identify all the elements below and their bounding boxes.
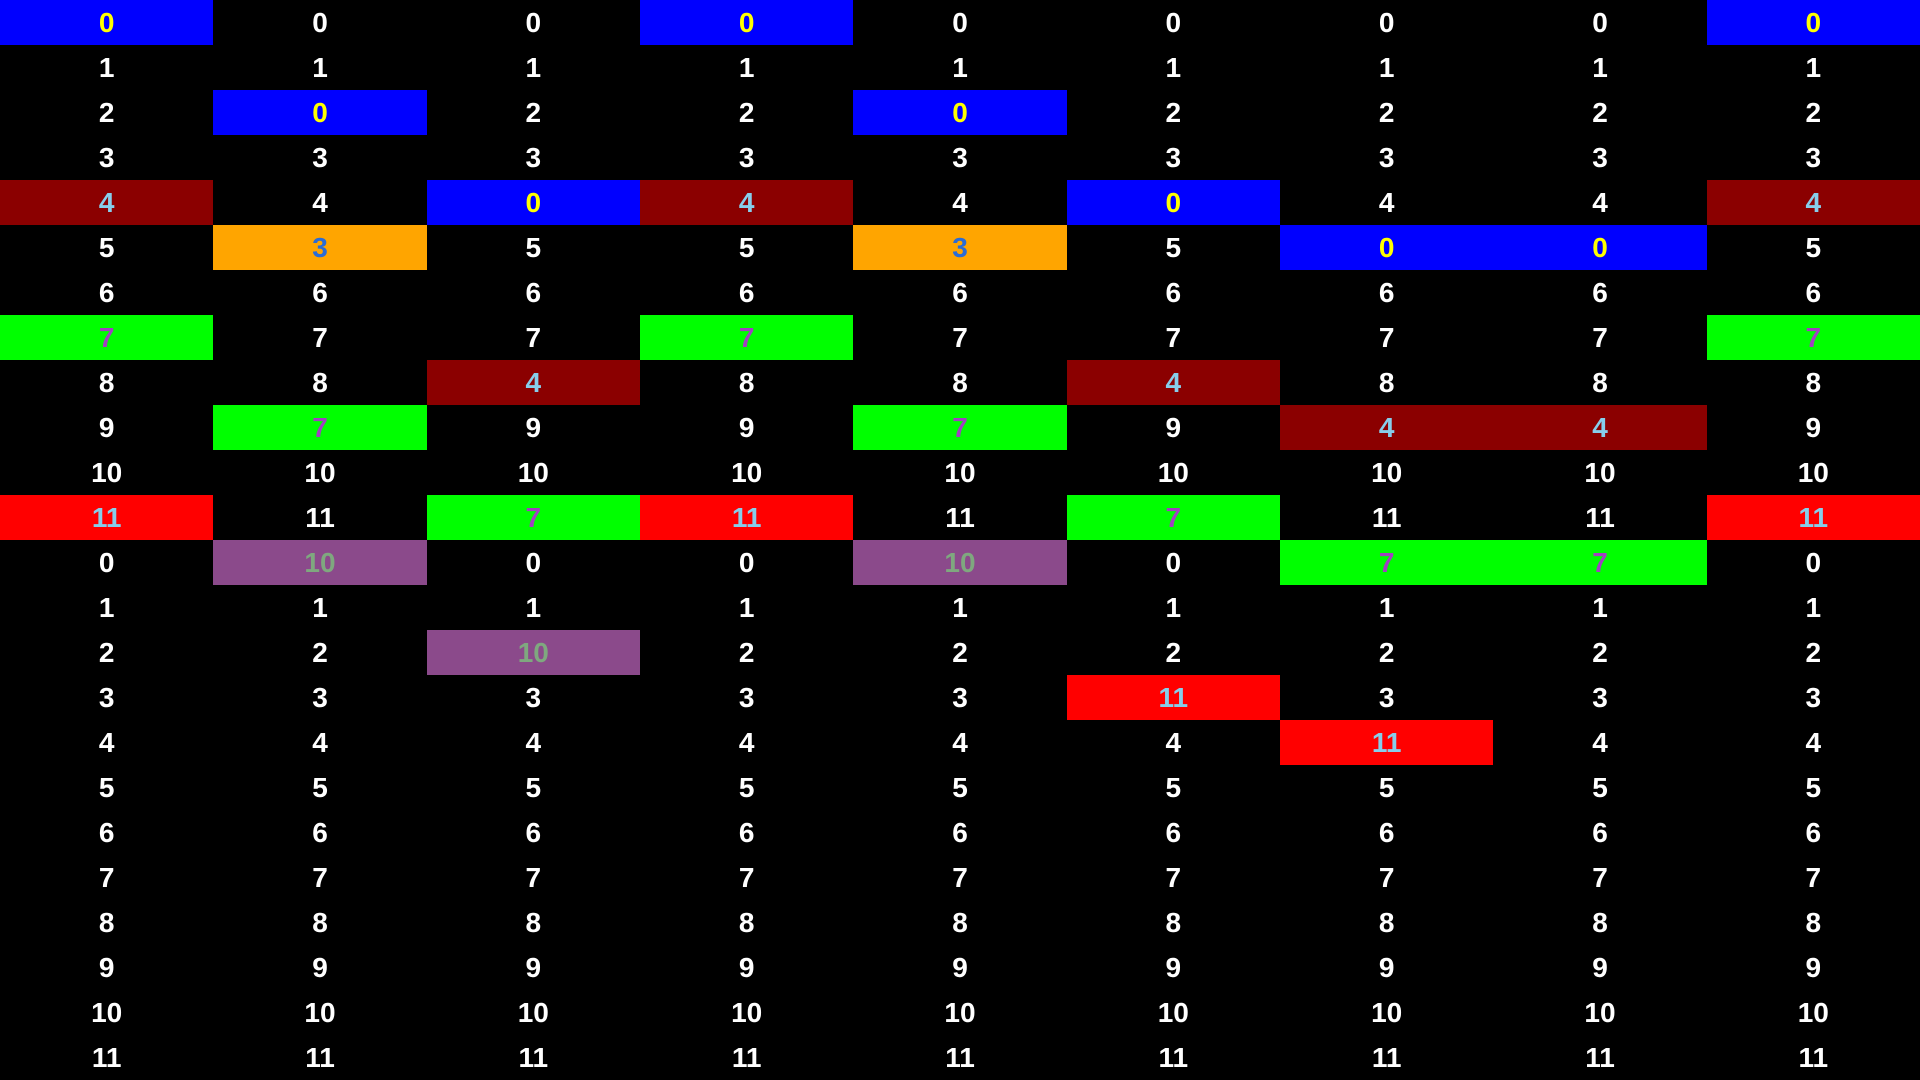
grid-cell: 2 [98, 636, 115, 668]
highlighted-cell: 4 [1493, 405, 1706, 450]
grid-cell: 10 [304, 456, 336, 488]
grid-cell: 4 [1805, 726, 1822, 758]
grid-cell: 6 [1378, 276, 1395, 308]
highlighted-cell: 11 [1067, 675, 1280, 720]
grid-cell: 0 [525, 6, 542, 38]
grid-cell: 2 [525, 96, 542, 128]
grid-cell: 9 [525, 951, 542, 983]
grid-cell: 10 [1371, 996, 1403, 1028]
grid-cell: 1 [738, 591, 755, 623]
grid-cell: 8 [952, 366, 968, 398]
highlighted-cell: 0 [1493, 225, 1706, 270]
grid-cell: 4 [1378, 186, 1395, 218]
highlighted-cell: 0 [1280, 225, 1493, 270]
highlighted-cell: 0 [427, 180, 640, 225]
grid-cell: 8 [312, 366, 328, 398]
grid-cell: 2 [738, 96, 755, 128]
grid-cell: 7 [738, 861, 755, 893]
grid-cell: 10 [731, 996, 763, 1028]
grid-cell: 1 [98, 51, 115, 83]
grid-cell: 5 [312, 771, 328, 803]
grid-cell: 3 [952, 141, 968, 173]
highlighted-cell: 7 [1067, 495, 1280, 540]
grid-cell: 5 [1165, 231, 1182, 263]
grid-cell: 2 [1378, 96, 1395, 128]
grid-cell: 8 [1805, 906, 1822, 938]
grid-cell: 10 [944, 456, 976, 488]
highlighted-cell: 11 [1280, 720, 1493, 765]
grid-cell: 3 [1805, 141, 1822, 173]
grid-cell: 2 [1805, 96, 1822, 128]
grid-cell: 6 [952, 276, 968, 308]
grid-cell: 3 [1805, 681, 1822, 713]
grid-cell: 11 [518, 1041, 549, 1073]
highlighted-cell: 11 [1707, 495, 1920, 540]
grid-cell: 1 [98, 591, 115, 623]
grid-cell: 5 [1592, 771, 1608, 803]
grid-cell: 9 [1165, 411, 1182, 443]
grid-cell: 8 [525, 906, 542, 938]
grid-cell: 9 [738, 951, 755, 983]
grid-cell: 3 [738, 141, 755, 173]
grid-cell: 2 [1805, 636, 1822, 668]
grid-cell: 9 [952, 951, 968, 983]
highlighted-cell: 11 [640, 495, 853, 540]
highlighted-cell: 4 [1707, 180, 1920, 225]
grid-cell: 9 [1805, 411, 1822, 443]
grid-cell: 2 [1378, 636, 1395, 668]
grid-cell: 5 [1165, 771, 1182, 803]
grid-cell: 1 [738, 51, 755, 83]
grid-cell: 4 [98, 726, 115, 758]
grid-cell: 3 [738, 681, 755, 713]
grid-cell: 11 [1158, 1041, 1189, 1073]
grid-cell: 6 [525, 276, 542, 308]
grid-cell: 1 [1378, 591, 1395, 623]
grid-cell: 6 [1805, 816, 1822, 848]
grid-cell: 10 [304, 996, 336, 1028]
grid-cell: 4 [952, 726, 968, 758]
grid-cell: 4 [1592, 186, 1608, 218]
grid-cell: 0 [1378, 6, 1395, 38]
grid-cell: 0 [738, 546, 755, 578]
grid-cell: 0 [1165, 6, 1182, 38]
grid-cell: 3 [1165, 141, 1182, 173]
grid-cell: 10 [1584, 456, 1616, 488]
grid-cell: 11 [731, 1041, 762, 1073]
grid-cell: 3 [312, 681, 328, 713]
grid-cell: 6 [738, 276, 755, 308]
grid-cell: 9 [525, 411, 542, 443]
grid-cell: 3 [1592, 141, 1608, 173]
grid-cell: 7 [952, 321, 968, 353]
grid-cell: 6 [1805, 276, 1822, 308]
grid-cell: 1 [952, 591, 968, 623]
grid-cell: 4 [952, 186, 968, 218]
grid-cell: 10 [91, 456, 123, 488]
grid-cell: 2 [952, 636, 968, 668]
grid-cell: 10 [1157, 456, 1189, 488]
grid-cell: 7 [1378, 321, 1395, 353]
grid-cell: 3 [312, 141, 328, 173]
grid-cell: 4 [738, 726, 755, 758]
grid-cell: 4 [312, 726, 328, 758]
grid-cell: 10 [1584, 996, 1616, 1028]
grid-cell: 6 [738, 816, 755, 848]
grid-cell: 7 [525, 321, 542, 353]
grid-cell: 8 [738, 366, 755, 398]
grid-cell: 10 [1371, 456, 1403, 488]
grid-cell: 6 [312, 816, 328, 848]
grid-cell: 1 [1805, 591, 1822, 623]
grid-cell: 6 [98, 816, 115, 848]
highlighted-cell: 0 [853, 90, 1066, 135]
grid-cell: 5 [98, 771, 115, 803]
grid-cell: 5 [1805, 771, 1822, 803]
grid-cell: 8 [98, 366, 115, 398]
grid-cell: 8 [1378, 906, 1395, 938]
grid-cell: 5 [1378, 771, 1395, 803]
grid-cell: 3 [952, 681, 968, 713]
highlighted-cell: 7 [1493, 540, 1706, 585]
highlighted-cell: 0 [213, 90, 426, 135]
grid-cell: 3 [1592, 681, 1608, 713]
grid-cell: 0 [98, 546, 115, 578]
grid-cell: 11 [1585, 501, 1615, 533]
grid-cell: 9 [1378, 951, 1395, 983]
grid-cell: 2 [1165, 636, 1182, 668]
grid-cell: 4 [1165, 726, 1182, 758]
grid-cell: 11 [945, 1041, 975, 1073]
grid-cell: 8 [98, 906, 115, 938]
grid-cell: 2 [1165, 96, 1182, 128]
grid-cell: 11 [1371, 501, 1402, 533]
grid-cell: 11 [1798, 1041, 1829, 1073]
grid-cell: 5 [1805, 231, 1822, 263]
grid-cell: 6 [1592, 276, 1608, 308]
grid-cell: 10 [1797, 996, 1829, 1028]
highlighted-cell: 7 [1280, 540, 1493, 585]
grid-cell: 4 [525, 726, 542, 758]
grid-cell: 0 [1165, 546, 1182, 578]
grid-cell: 8 [1592, 906, 1608, 938]
grid-cell: 10 [944, 996, 976, 1028]
grid-cell: 8 [1592, 366, 1608, 398]
grid-cell: 9 [312, 951, 328, 983]
grid-cell: 5 [738, 231, 755, 263]
grid-cell: 11 [1371, 1041, 1402, 1073]
grid-cell: 8 [1165, 906, 1182, 938]
grid-cell: 7 [1592, 321, 1608, 353]
highlighted-cell: 4 [1280, 405, 1493, 450]
grid-cell: 7 [1378, 861, 1395, 893]
grid-cell: 0 [1805, 546, 1822, 578]
grid-cell: 5 [525, 771, 542, 803]
grid-cell: 6 [1378, 816, 1395, 848]
grid-cell: 8 [312, 906, 328, 938]
grid-cell: 2 [1592, 636, 1608, 668]
grid-cell: 1 [525, 51, 542, 83]
grid-cell: 10 [1797, 456, 1829, 488]
grid-cell: 10 [91, 996, 123, 1028]
grid-cell: 10 [1157, 996, 1189, 1028]
highlighted-cell: 7 [640, 315, 853, 360]
grid-cell: 8 [952, 906, 968, 938]
grid-cell: 3 [525, 681, 542, 713]
grid-cell: 11 [305, 501, 335, 533]
grid-cell: 1 [1378, 51, 1395, 83]
grid-cell: 9 [738, 411, 755, 443]
highlighted-cell: 3 [853, 225, 1066, 270]
grid-cell: 6 [312, 276, 328, 308]
grid-cell: 11 [305, 1041, 335, 1073]
highlighted-cell: 11 [0, 495, 213, 540]
highlighted-cell: 10 [213, 540, 426, 585]
grid-cell: 0 [952, 6, 968, 38]
grid-cell: 1 [952, 51, 968, 83]
grid-cell: 7 [1805, 861, 1822, 893]
highlighted-cell: 7 [853, 405, 1066, 450]
highlighted-cell: 7 [1707, 315, 1920, 360]
highlighted-cell: 7 [0, 315, 213, 360]
grid-cell: 8 [1378, 366, 1395, 398]
grid-cell: 0 [525, 546, 542, 578]
grid-cell: 6 [1165, 816, 1182, 848]
highlighted-cell: 0 [1707, 0, 1920, 45]
grid-cell: 11 [945, 501, 975, 533]
highlighted-cell: 0 [1067, 180, 1280, 225]
grid-cell: 7 [525, 861, 542, 893]
grid-cell: 7 [1165, 861, 1182, 893]
grid-cell: 3 [525, 141, 542, 173]
grid-cell: 9 [1592, 951, 1608, 983]
grid-cell: 6 [98, 276, 115, 308]
highlighted-cell: 10 [853, 540, 1066, 585]
grid-cell: 1 [1805, 51, 1822, 83]
highlighted-cell: 3 [213, 225, 426, 270]
grid-cell: 5 [738, 771, 755, 803]
grid-cell: 6 [952, 816, 968, 848]
grid-cell: 5 [952, 771, 968, 803]
highlighted-cell: 4 [1067, 360, 1280, 405]
grid-cell: 1 [525, 591, 542, 623]
highlighted-cell: 0 [640, 0, 853, 45]
grid-cell: 5 [98, 231, 115, 263]
grid-cell: 8 [1805, 366, 1822, 398]
grid-cell: 7 [98, 861, 115, 893]
grid-cell: 10 [517, 996, 549, 1028]
highlighted-cell: 0 [0, 0, 213, 45]
grid-cell: 1 [312, 591, 328, 623]
highlighted-cell: 7 [427, 495, 640, 540]
grid-cell: 4 [1592, 726, 1608, 758]
grid-cell: 4 [312, 186, 328, 218]
grid-cell: 7 [952, 861, 968, 893]
grid-cell: 7 [1592, 861, 1608, 893]
grid-cell: 9 [98, 951, 115, 983]
grid-cell: 9 [98, 411, 115, 443]
grid-cell: 3 [98, 681, 115, 713]
grid-cell: 1 [1165, 591, 1182, 623]
grid-cell: 1 [1592, 591, 1608, 623]
grid-cell: 1 [1165, 51, 1182, 83]
grid-cell: 2 [98, 96, 115, 128]
grid-cell: 9 [1165, 951, 1182, 983]
highlighted-cell: 4 [0, 180, 213, 225]
grid-cell: 6 [525, 816, 542, 848]
grid-cell: 0 [312, 6, 328, 38]
grid-cell: 10 [731, 456, 763, 488]
grid-cell: 6 [1165, 276, 1182, 308]
grid-cell: 10 [517, 456, 549, 488]
grid-cell: 3 [98, 141, 115, 173]
grid-cell: 2 [738, 636, 755, 668]
highlighted-cell: 4 [427, 360, 640, 405]
grid-cell: 1 [312, 51, 328, 83]
grid-cell: 11 [1585, 1041, 1615, 1073]
grid-cell: 0 [1592, 6, 1608, 38]
grid-cell: 9 [1805, 951, 1822, 983]
grid-cell: 8 [738, 906, 755, 938]
highlighted-cell: 7 [213, 405, 426, 450]
grid-cell: 2 [1592, 96, 1608, 128]
highlighted-cell: 4 [640, 180, 853, 225]
grid-cell: 2 [312, 636, 328, 668]
highlighted-cell: 10 [427, 630, 640, 675]
grid-cell: 1 [1592, 51, 1608, 83]
grid-cell: 3 [1378, 141, 1395, 173]
grid-cell: 7 [1165, 321, 1182, 353]
grid-cell: 7 [312, 861, 328, 893]
grid-cell: 11 [91, 1041, 122, 1073]
grid-cell: 5 [525, 231, 542, 263]
grid-cell: 7 [312, 321, 328, 353]
grid-cell: 3 [1378, 681, 1395, 713]
grid-cell: 6 [1592, 816, 1608, 848]
